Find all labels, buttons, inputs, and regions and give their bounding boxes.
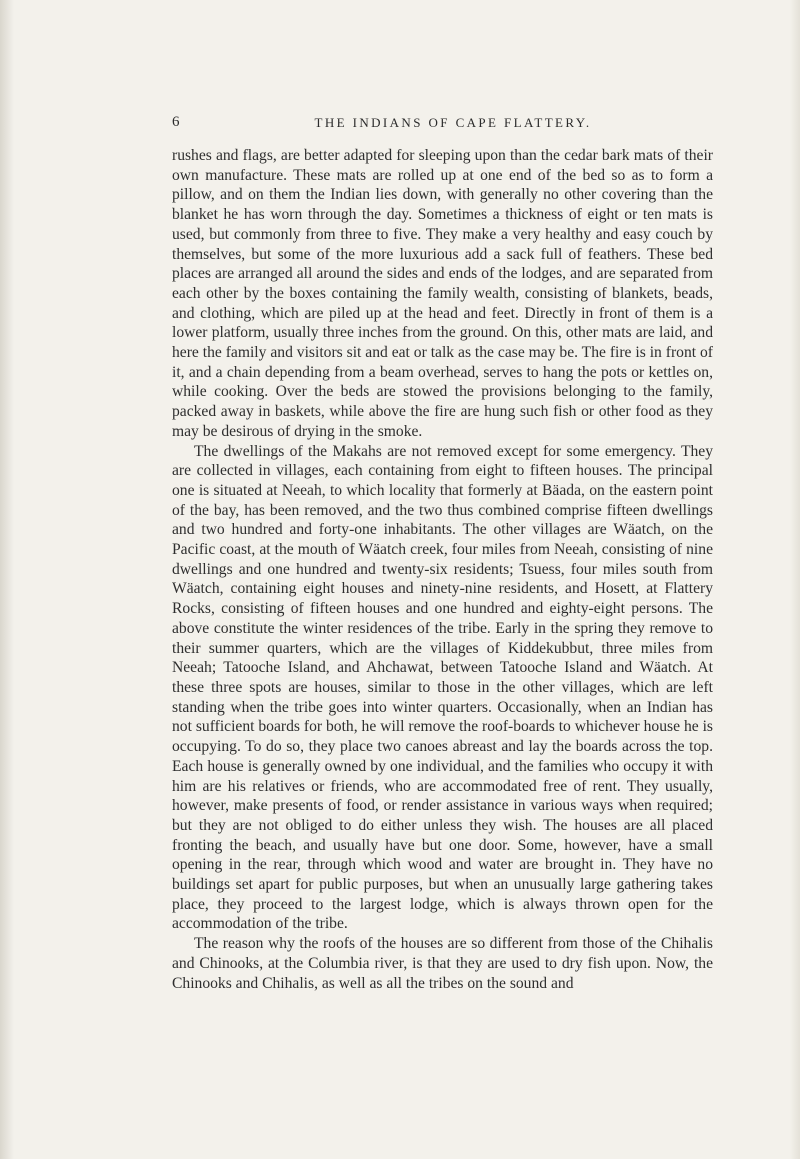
- page-number: 6: [172, 114, 180, 130]
- page-edge: [790, 0, 800, 1159]
- running-title: THE INDIANS OF CAPE FLATTERY.: [314, 115, 592, 130]
- paragraph: The reason why the roofs of the houses are so different from those of the Chihalis and Chinooks, at the Columbia river, is that they are used to dry fish upon. Now, the Chinooks and Chihalis, as well as all the tribes on the sound and: [172, 935, 713, 992]
- paragraph: The dwellings of the Makahs are not removed except for some emergency. They are collected in villages, each containing from eight to fifteen houses. The principal one is situated at Neeah, to which locality that formerly at Bäada, on the eastern point of the bay, has been removed, and the two thus combined comprise fifteen dwellings and two hundred and forty-one inhabitants. The other villages are Wäatch, on the Pacific coast, at the mouth of Wäatch creek, four miles from Neeah, consisting of nine dwellings and one hundred and twenty-six residents; Tsuess, four miles south from Wäatch, containing eight houses and ninety-nine residents, and Hosett, at Flattery Rocks, consisting of fifteen houses and one hundred and eighty-eight persons. The above constitute the winter residences of the tribe. Early in the spring they remove to their summer quarters, which are the villages of Kiddekubbut, three miles from Neeah; Tatooche Island, and Ahchawat, between Tatooche Island and Wäatch. At these three spots are houses, similar to those in the other villages, which are left standing when the tribe goes into winter quarters. Occasionally, when an Indian has not sufficient boards for both, he will remove the roof-boards to whichever house he is occupying. To do so, they place two canoes abreast and lay the boards across the top. Each house is generally owned by one individual, and the families who occupy it with him are his relatives or friends, who are accommodated free of rent. They usually, however, make presents of food, or render assistance in various ways when required; but they are not obliged to do either unless they wish. The houses are all placed fronting the beach, and usually have but one door. Some, however, have a small opening in the rear, through which wood and water are brought in. They have no buildings set apart for public purposes, but when an unusually large gathering takes place, they proceed to the largest lodge, which is always thrown open for the accommodation of the tribe.: [172, 442, 713, 933]
- paragraph: rushes and flags, are better adapted for sleeping upon than the cedar bark mats of their own manufacture. These mats are rolled up at one end of the bed so as to form a pillow, and on them the Indian lies down, with generally no other covering than the blanket he has worn through the day. Sometimes a thickness of eight or ten mats is used, but commonly from three to five. They make a very healthy and easy couch by themselves, but some of the more luxurious add a sack full of feathers. These bed places are arranged all around the sides and ends of the lodges, and are separated from each other by the boxes containing the family wealth, consisting of blankets, beads, and clothing, which are piled up at the head and feet. Directly in front of them is a lower platform, usually three inches from the ground. On this, other mats are laid, and here the family and visitors sit and eat or talk as the case may be. The fire is in front of it, and a chain depending from a beam overhead, serves to hang the pots or kettles on, while cooking. Over the beds are stowed the provisions belonging to the family, packed away in baskets, while above the fire are hung such fish or other food as they may be desirous of drying in the smoke.: [172, 147, 713, 440]
- body-text: [172, 146, 713, 993]
- page-header: [172, 114, 712, 136]
- gutter-shadow: [0, 0, 14, 1159]
